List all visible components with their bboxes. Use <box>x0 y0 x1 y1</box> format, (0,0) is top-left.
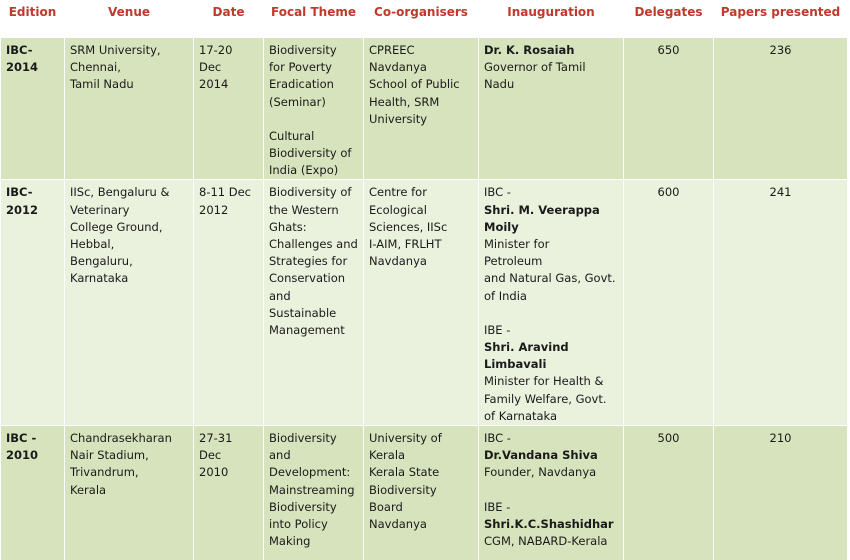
inaugurator-name: Dr.Vandana Shiva <box>484 448 598 463</box>
focal-theme-text: Biodiversity and Development: Mainstreaming Biodiversity into Policy Making <box>269 431 355 549</box>
papers-cell: 241 <box>714 180 848 426</box>
co-organisers-cell <box>364 426 479 560</box>
date-cell <box>194 180 264 426</box>
inaugurator-name-2: Shri.K.C.Shashidhar <box>484 516 614 531</box>
focal-theme-cell <box>264 38 364 180</box>
edition-cell <box>1 38 65 180</box>
focal-theme-cell <box>264 180 364 426</box>
inauguration-prefix: IBC - <box>484 431 511 446</box>
edition-cell <box>1 180 65 426</box>
edition-text: IBC - 2010 <box>6 431 39 463</box>
papers-cell: 236 <box>714 38 848 180</box>
header-papers-presented: Papers presented <box>714 0 848 38</box>
co-organisers-text: Centre for Ecological Sciences, IISc I-AIM, FRLHT Navdanya <box>369 185 448 269</box>
inauguration-prefix-2: IBE - <box>484 499 511 514</box>
inauguration-cell <box>479 426 624 560</box>
venue-cell <box>65 426 194 560</box>
header-row <box>1 0 848 38</box>
header-co-organisers: Co-organisers <box>364 0 479 38</box>
co-organisers-cell <box>364 38 479 180</box>
inaugurator-title-2: Minister for Health & Family Welfare, Govt. of Karnataka <box>484 374 607 423</box>
header-edition: Edition <box>1 0 65 38</box>
focal-theme-cell <box>264 426 364 560</box>
header-venue: Venue <box>65 0 194 38</box>
table-row <box>1 180 848 426</box>
inaugurator-name: Shri. M. Veerappa Moily <box>484 202 600 234</box>
venue-text: SRM University, Chennai, Tamil Nadu <box>70 43 161 92</box>
edition-text: IBC- 2012 <box>6 185 39 217</box>
inaugurator-title: Minister for Petroleum and Natural Gas, Govt. of India <box>484 237 616 303</box>
focal-theme-text-2: Cultural Biodiversity of India (Expo) <box>269 128 352 178</box>
co-organisers-text: University of Kerala Kerala State Biodiversity Board Navdanya <box>369 431 442 532</box>
focal-theme-text: Biodiversity of the Western Ghats: Challenges and Strategies for Conservation and Sustainable Management <box>269 185 358 338</box>
inaugurator-name-2: Shri. Aravind Limbavali <box>484 340 569 372</box>
inaugurator-title: Governor of Tamil Nadu <box>484 60 586 92</box>
co-organisers-cell <box>364 180 479 426</box>
inauguration-cell <box>479 38 624 180</box>
edition-cell <box>1 426 65 560</box>
header-focal-theme: Focal Theme <box>264 0 364 38</box>
papers-cell: 210 <box>714 426 848 560</box>
inauguration-cell <box>479 180 624 426</box>
venue-text: IISc, Bengaluru & Veterinary College Ground, Hebbal, Bengaluru, Karnataka <box>70 185 170 286</box>
inaugurator-title: Founder, Navdanya <box>484 465 597 480</box>
venue-cell <box>65 38 194 180</box>
header-delegates: Delegates <box>624 0 714 38</box>
inauguration-prefix-2: IBE - <box>484 322 511 337</box>
delegates-cell: 600 <box>624 180 714 426</box>
inaugurator-title-2: CGM, NABARD-Kerala <box>484 534 608 549</box>
header-inauguration: Inauguration <box>479 0 624 38</box>
delegates-cell: 500 <box>624 426 714 560</box>
date-text: 17-20 Dec 2014 <box>199 43 233 92</box>
date-text: 27-31 Dec 2010 <box>199 431 233 480</box>
table-row <box>1 38 848 180</box>
date-cell <box>194 426 264 560</box>
venue-cell <box>65 180 194 426</box>
focal-theme-text: Biodiversity for Poverty Eradication (Seminar) <box>269 43 337 109</box>
date-text: 8-11 Dec 2012 <box>199 185 252 217</box>
header-date: Date <box>194 0 264 38</box>
co-organisers-text: CPREEC Navdanya School of Public Health, SRM University <box>369 43 460 126</box>
inaugurator-name: Dr. K. Rosaiah <box>484 43 575 57</box>
delegates-cell: 650 <box>624 38 714 180</box>
table-row <box>1 426 848 560</box>
date-cell <box>194 38 264 180</box>
edition-text: IBC- 2014 <box>6 43 39 75</box>
venue-text: Chandrasekharan Nair Stadium, Trivandrum, Kerala <box>70 431 172 497</box>
inauguration-prefix: IBC - <box>484 185 511 200</box>
